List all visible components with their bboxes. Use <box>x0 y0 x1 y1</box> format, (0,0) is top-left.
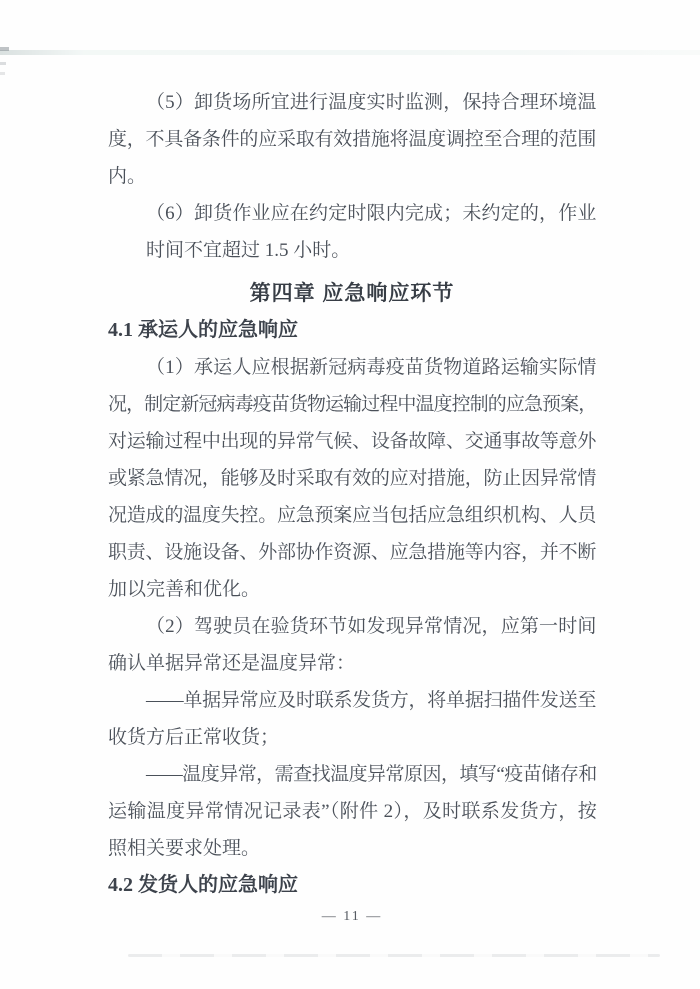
body-line: ——温度异常，需查找温度异常原因，填写“疫苗储存和 <box>146 764 596 785</box>
scan-artifact-edge-tick <box>0 47 9 51</box>
body-line: 时间不宜超过 1.5 小时。 <box>146 240 351 261</box>
section-heading-4-1: 4.1 承运人的应急响应 <box>108 319 298 341</box>
scan-artifact-edge-mark <box>0 72 5 75</box>
body-line: 运输温度异常情况记录表”（附件 2），及时联系发货方，按 <box>108 801 596 822</box>
section-heading-4-2: 4.2 发货人的应急响应 <box>108 874 298 896</box>
body-line: 收货方后正常收货； <box>108 727 280 748</box>
body-line: （1）承运人应根据新冠病毒疫苗货物道路运输实际情 <box>146 357 596 378</box>
body-line: 度，不具备条件的应采取有效措施将温度调控至合理的范围 <box>108 129 596 150</box>
body-line: 内。 <box>108 166 147 187</box>
body-line: （6）卸货作业应在约定时限内完成；未约定的，作业 <box>146 203 596 224</box>
body-line: 或紧急情况，能够及时采取有效的应对措施，防止因异常情 <box>108 468 596 489</box>
body-line: 职责、设施设备、外部协作资源、应急措施等内容，并不断 <box>108 542 596 563</box>
body-line: （2）驾驶员在验货环节如发现异常情况，应第一时间 <box>146 616 596 637</box>
chapter-heading: 第四章 应急响应环节 <box>249 282 455 305</box>
scan-artifact-bottom-line <box>128 954 660 957</box>
body-line: 对运输过程中出现的异常气候、设备故障、交通事故等意外 <box>108 431 596 452</box>
body-line: 加以完善和优化。 <box>108 579 261 600</box>
body-line: ——单据异常应及时联系发货方，将单据扫描件发送至 <box>146 690 596 711</box>
body-line: 况，制定新冠病毒疫苗货物运输过程中温度控制的应急预案， <box>108 394 596 415</box>
scan-artifact-top-band <box>0 50 700 55</box>
page-number: — 11 — <box>321 909 383 924</box>
body-line: 照相关要求处理。 <box>108 838 261 859</box>
body-line: （5）卸货场所宜进行温度实时监测，保持合理环境温 <box>146 92 596 113</box>
body-line: 确认单据异常还是温度异常： <box>108 653 356 674</box>
text-column <box>108 84 596 930</box>
body-line: 况造成的温度失控。应急预案应当包括应急组织机构、人员 <box>108 505 596 526</box>
scan-artifact-edge-mark <box>0 62 6 65</box>
